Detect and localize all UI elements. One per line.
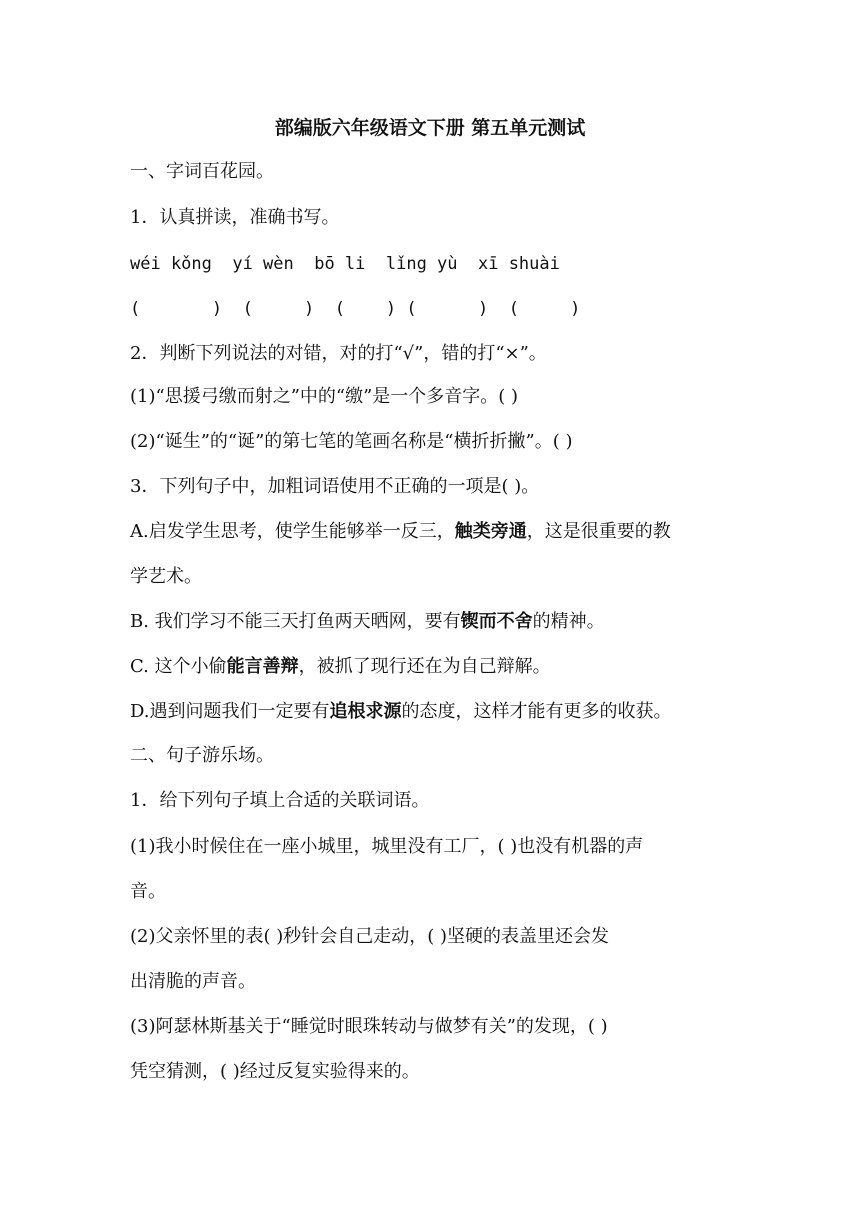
option-c-text-before: C. 这个小偷 bbox=[130, 656, 227, 677]
option-a-bold-phrase: 触类旁通 bbox=[454, 521, 527, 542]
question-2-1-item-3-line-2: 凭空猜测，( )经过反复实验得来的。 bbox=[130, 1061, 420, 1082]
question-2-1-heading: 1．给下列句子填上合适的关联词语。 bbox=[130, 790, 430, 811]
question-2-1-item-1-line-2: 音。 bbox=[130, 881, 166, 902]
section-2-heading: 二、句子游乐场。 bbox=[130, 745, 274, 766]
option-a-line-1 bbox=[130, 518, 740, 546]
section-1-heading: 一、字词百花园。 bbox=[130, 161, 274, 182]
page-title: 部编版六年级语文下册 第五单元测试 bbox=[274, 117, 586, 139]
question-1-2-item-1: (1)“思援弓缴而射之”中的“缴”是一个多音字。( ) bbox=[130, 386, 519, 407]
option-a-text-after: ，这是很重要的教 bbox=[526, 521, 671, 542]
question-2-1-item-1-line-1: (1)我小时候住在一座小城里，城里没有工厂，( )也没有机器的声 bbox=[130, 836, 644, 857]
option-d-text-after: 的态度，这样才能有更多的收获。 bbox=[401, 701, 672, 722]
option-c-bold-phrase: 能言善辩 bbox=[226, 656, 299, 677]
question-1-2-heading: 2．判断下列说法的对错，对的打“√”，错的打“×”。 bbox=[130, 343, 547, 364]
option-b-bold-phrase: 锲而不舍 bbox=[460, 611, 533, 632]
pinyin-row: wéi kǒng yí wèn bō li lǐng yù xī shuài bbox=[130, 254, 560, 274]
answer-blanks-row: ( ) ( ) ( ) ( ) ( ) bbox=[130, 299, 581, 319]
question-2-1-item-3-line-1: (3)阿瑟林斯基关于“睡觉时眼珠转动与做梦有关”的发现，( ) bbox=[130, 1016, 608, 1037]
question-1-1-heading: 1．认真拼读，准确书写。 bbox=[130, 207, 340, 228]
option-c bbox=[130, 653, 740, 681]
question-2-1-item-2-line-2: 出清脆的声音。 bbox=[130, 971, 256, 992]
option-a-text-before: A.启发学生思考，使学生能够举一反三， bbox=[130, 521, 455, 542]
option-b-text-after: 的精神。 bbox=[532, 611, 605, 632]
option-b-text-before: B. 我们学习不能三天打鱼两天晒网，要有 bbox=[130, 611, 461, 632]
option-d-text-before: D.遇到问题我们一定要有 bbox=[130, 701, 330, 722]
option-b bbox=[130, 608, 740, 636]
option-d-bold-phrase: 追根求源 bbox=[329, 701, 402, 722]
option-d bbox=[130, 698, 740, 726]
option-a-line-2: 学艺术。 bbox=[130, 566, 202, 587]
question-1-2-item-2: (2)“诞生”的“诞”的第七笔的笔画名称是“横折折撇”。( ) bbox=[130, 431, 573, 452]
option-c-text-after: ，被抓了现行还在为自己辩解。 bbox=[298, 656, 551, 677]
question-2-1-item-2-line-1: (2)父亲怀里的表( )秒针会自己走动，( )坚硬的表盖里还会发 bbox=[130, 926, 610, 947]
question-1-3-heading: 3．下列句子中，加粗词语使用不正确的一项是( )。 bbox=[130, 476, 540, 497]
